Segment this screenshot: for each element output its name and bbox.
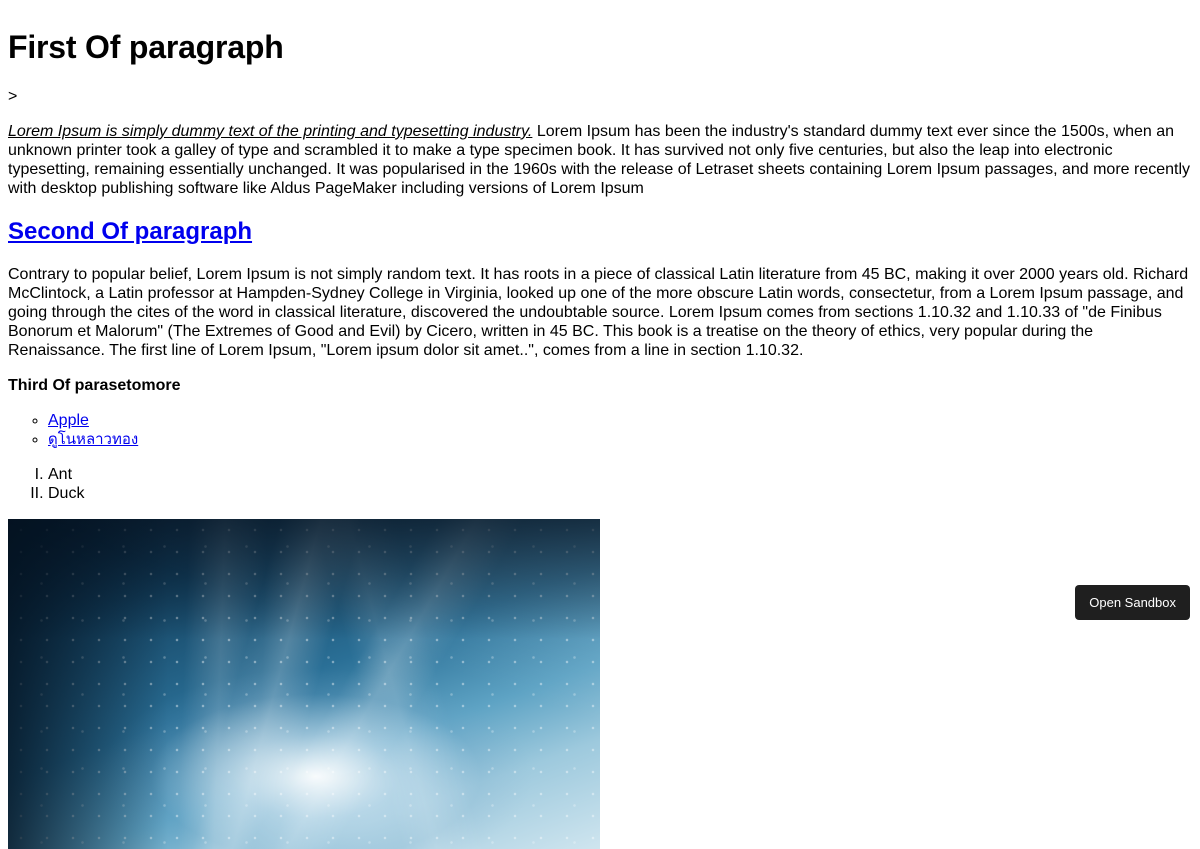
list-item-link-thai[interactable]: ดูโนหลาวทอง <box>48 430 139 449</box>
photo-left-shadow <box>8 519 168 849</box>
list-item <box>48 411 1192 430</box>
open-sandbox-button[interactable]: Open Sandbox <box>1075 585 1190 620</box>
list-item: II. Duck <box>48 484 1192 503</box>
list-item <box>48 430 1192 449</box>
page-title: First Of paragraph <box>8 29 284 65</box>
section-heading-second[interactable]: Second Of paragraph <box>8 217 253 245</box>
blockquote-marker: > <box>8 87 18 105</box>
ordered-list <box>8 465 1192 503</box>
section-heading-third: Third Of parasetomore <box>8 377 181 395</box>
list-item-link-apple[interactable]: Apple <box>48 412 89 430</box>
list-item: I. Ant <box>48 465 1192 484</box>
underwater-sunbeams-photo <box>8 519 600 849</box>
paragraph-two: Contrary to popular belief, Lorem Ipsum is not simply random text. It has roots in a piece of classical Latin literature from 45 BC, making it over 2000 years old. Richard McClintock, a Latin professor at Hampden-Sydney College in Virginia, looked up one of the more obscure Latin words, consectetur, from a Lorem Ipsum passage, and going through the cites of the word in classical literature, discovered the undoubtable source. Lorem Ipsum comes from sections 1.10.32 and 1.10.33 of "de Finibus Bonorum et Malorum" (The Extremes of Good and Evil) by Cicero, written in 45 BC. This book is a treatise on the theory of ethics, very popular during the Renaissance. The first line of Lorem Ipsum, "Lorem ipsum dolor sit amet..", comes from a line in section 1.10.32. <box>8 266 1189 360</box>
paragraph-one <box>8 122 1192 198</box>
paragraph-one-rest: Lorem Ipsum has been the industry's standard dummy text ever since the 1500s, when an unknown printer took a galley of type and scrambled it to make a type specimen book. It has survived not only five centuries, but also the leap into electronic typesetting, remaining essentially unchanged. It was popularised in the 1960s with the release of Letraset sheets containing Lorem Ipsum passages, and more recently with desktop publishing software like Aldus PageMaker including versions of Lorem Ipsum <box>8 122 1191 197</box>
paragraph-one-lead: Lorem Ipsum is simply dummy text of the printing and typesetting industry. <box>8 122 533 140</box>
bullet-list <box>8 411 1192 449</box>
